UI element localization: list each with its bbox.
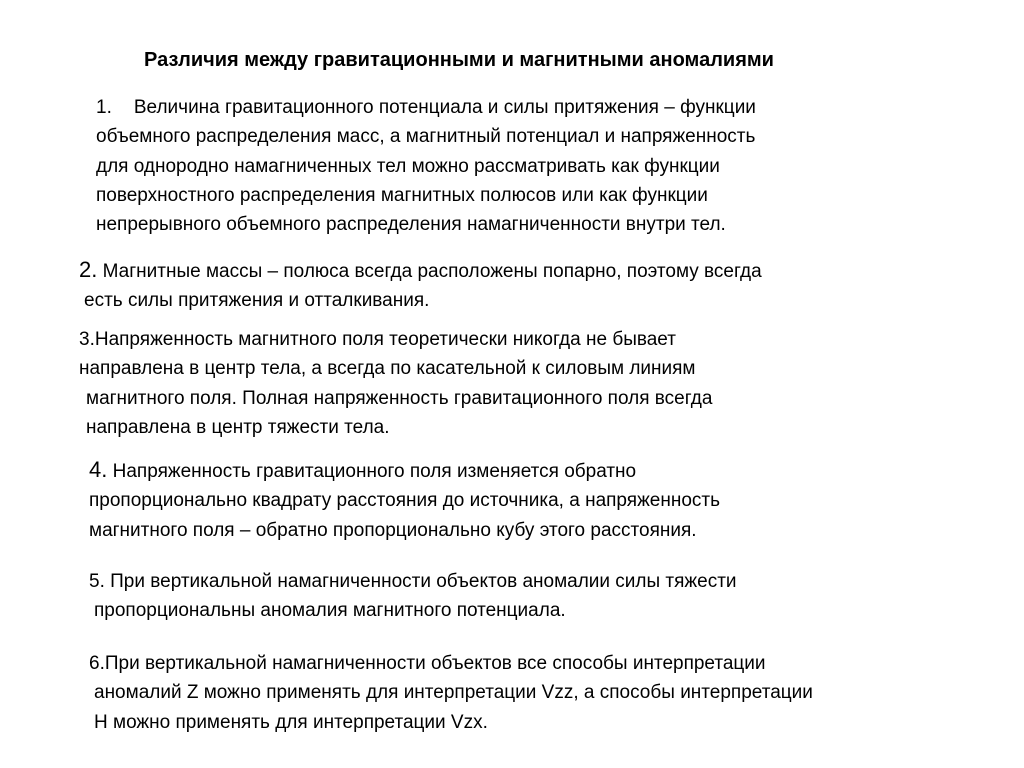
item-line: При вертикальной намагниченности объектов все способы интерпретации: [104, 653, 766, 674]
item-line: H можно применять для интерпретации Vzx.: [94, 711, 488, 733]
item-line: направлена в центр тяжести тела.: [86, 416, 390, 438]
item-line: магнитного поля. Полная напряженность гравитационного поля всегда: [86, 387, 713, 409]
item-line: Величина гравитационного потенциала и силы притяжения – функции: [133, 97, 756, 118]
list-item-4: [89, 455, 720, 545]
list-item-5: [89, 567, 737, 626]
list-item-3: [79, 325, 712, 442]
item-line: направлена в центр тела, а всегда по касательной к силовым линиям: [79, 358, 696, 380]
item-number: 2.: [79, 257, 98, 282]
item-line: объемного распределения масс, а магнитный потенциал и напряженность: [96, 126, 756, 148]
list-item-6: [89, 649, 813, 737]
item-line: Магнитные массы – полюса всегда расположены попарно, поэтому всегда: [102, 261, 762, 282]
item-line: аномалий Z можно применять для интерпретации Vzz, а способы интерпретации: [94, 682, 813, 704]
item-line: пропорционально квадрату расстояния до источника, а напряженность: [89, 490, 721, 512]
item-line: есть силы притяжения и отталкивания.: [84, 290, 430, 312]
item-line: Напряженность гравитационного поля изменяется обратно: [112, 461, 637, 482]
list-item-1: [96, 93, 756, 239]
item-line: поверхностного распределения магнитных полюсов или как функции: [96, 184, 708, 206]
item-number: 3.: [79, 329, 95, 350]
item-line: Напряженность магнитного поля теоретически никогда не бывает: [94, 329, 676, 350]
item-line: пропорциональны аномалия магнитного потенциала.: [94, 600, 566, 622]
item-line: При вертикальной намагниченности объектов аномалии силы тяжести: [110, 571, 737, 592]
list-item-2: [79, 255, 762, 316]
page-title: Различия между гравитационными и магнитными аномалиями: [144, 49, 774, 71]
item-number: 1.: [96, 97, 112, 118]
item-number: 6.: [89, 653, 105, 674]
item-number: 5.: [89, 571, 105, 592]
item-line: непрерывного объемного распределения намагниченности внутри тел.: [96, 214, 726, 236]
item-line: для однородно намагниченных тел можно рассматривать как функции: [96, 155, 720, 177]
item-line: магнитного поля – обратно пропорционально кубу этого расстояния.: [89, 519, 697, 541]
item-number: 4.: [89, 457, 108, 482]
